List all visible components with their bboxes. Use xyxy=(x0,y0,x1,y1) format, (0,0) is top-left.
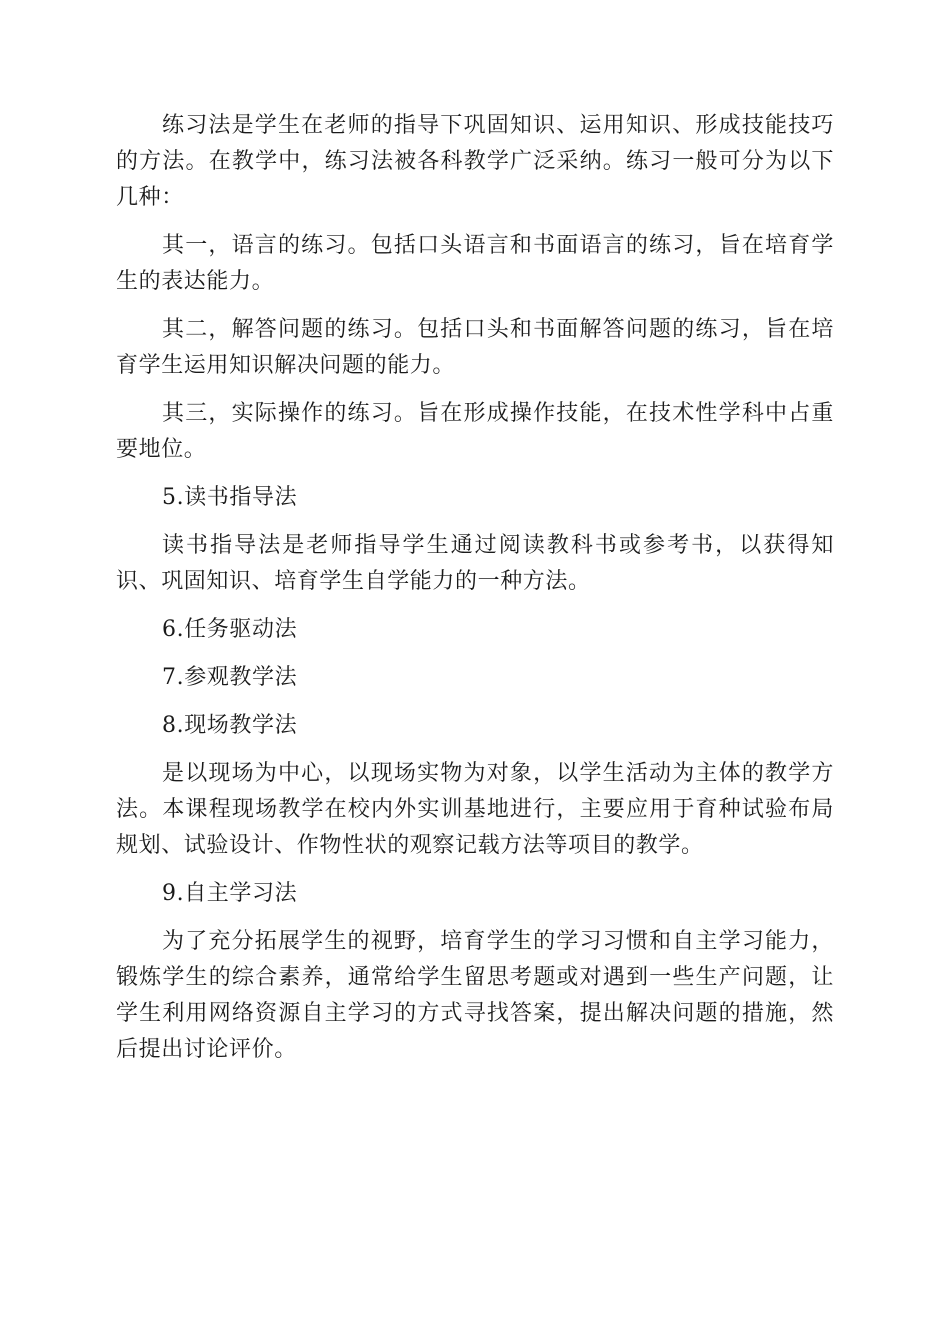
paragraph-field-teaching: 是以现场为中心，以现场实物为对象，以学生活动为主体的教学方法。本课程现场教学在校内外实训基地进行，主要应用于育种试验布局规划、试验设计、作物性状的观察记载方法等项目的教学。 xyxy=(116,761,834,858)
heading-field-teaching: 8.现场教学法 xyxy=(162,713,298,738)
heading-task-driven: 6.任务驱动法 xyxy=(162,617,298,642)
heading-visit-teaching: 7.参观教学法 xyxy=(162,665,298,690)
paragraph-problem-solving-practice: 其二，解答问题的练习。包括口头和书面解答问题的练习，旨在培育学生运用知识解决问题的能力。 xyxy=(116,317,834,378)
paragraph-language-practice: 其一，语言的练习。包括口头语言和书面语言的练习，旨在培育学生的表达能力。 xyxy=(116,233,834,294)
paragraph-self-study: 为了充分拓展学生的视野，培育学生的学习习惯和自主学习能力，锻炼学生的综合素养，通常给学生留思考题或对遇到一些生产问题，让学生利用网络资源自主学习的方式寻找答案，提出解决问题的措施，然后提出讨论评价。 xyxy=(116,929,834,1062)
paragraph-operation-practice: 其三，实际操作的练习。旨在形成操作技能，在技术性学科中占重要地位。 xyxy=(116,401,834,462)
paragraph-practice-method: 练习法是学生在老师的指导下巩固知识、运用知识、形成技能技巧的方法。在教学中，练习法被各科教学广泛采纳。练习一般可分为以下几种： xyxy=(116,113,834,210)
heading-self-study: 9.自主学习法 xyxy=(162,881,298,906)
heading-reading-guidance: 5.读书指导法 xyxy=(162,485,298,510)
document-page xyxy=(116,108,834,1080)
paragraph-reading-guidance: 读书指导法是老师指导学生通过阅读教科书或参考书，以获得知识、巩固知识、培育学生自学能力的一种方法。 xyxy=(116,533,834,594)
